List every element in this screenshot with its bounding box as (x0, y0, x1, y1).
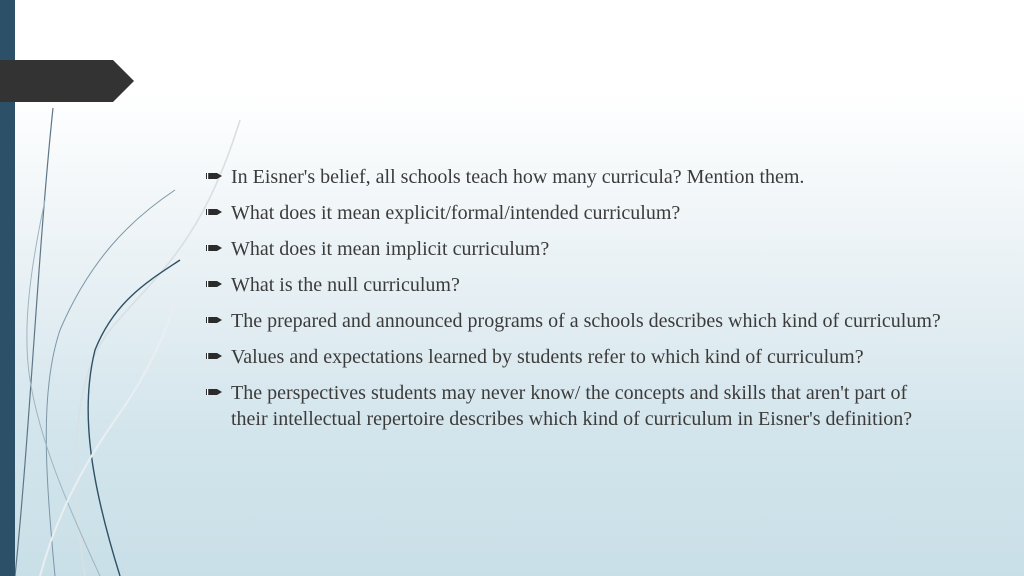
pencil-icon (206, 277, 222, 291)
pencil-icon (206, 349, 222, 363)
pencil-icon (206, 313, 222, 327)
bullet-text: The perspectives students may never know/ the concepts and skills that aren't part of their intellectual repertoire describes which kind of curriculum in Eisner's definition? (231, 382, 913, 430)
bullet-item (206, 308, 946, 334)
bullet-item (206, 236, 946, 262)
title-tab-shape (0, 60, 134, 102)
bullet-text: What is the null curriculum? (231, 274, 460, 296)
bullet-item (206, 164, 946, 190)
bullet-text: Values and expectations learned by students refer to which kind of curriculum? (231, 346, 864, 368)
bullet-text: What does it mean explicit/formal/intended curriculum? (231, 202, 681, 224)
bullet-text: The prepared and announced programs of a schools describes which kind of curriculum? (231, 310, 941, 332)
bullet-text: What does it mean implicit curriculum? (231, 238, 550, 260)
bullet-item (206, 272, 946, 298)
bullet-list (206, 164, 946, 442)
pencil-icon (206, 169, 222, 183)
bullet-item (206, 344, 946, 370)
bullet-item (206, 200, 946, 226)
pencil-icon (206, 205, 222, 219)
bullet-text: In Eisner's belief, all schools teach how many curricula? Mention them. (231, 166, 805, 188)
pencil-icon (206, 241, 222, 255)
pencil-icon (206, 385, 222, 399)
bullet-item (206, 380, 946, 432)
